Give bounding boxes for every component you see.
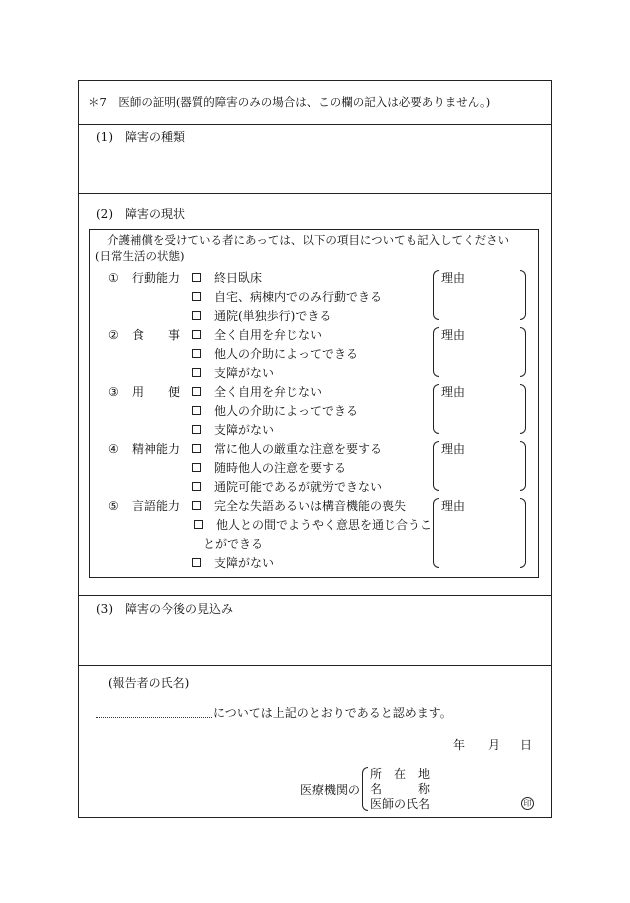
cat2-reason-input[interactable]	[441, 344, 516, 374]
cat2-opt2-label: 他人の介助によってできる	[214, 347, 359, 361]
cat2-reason-label: 理由	[441, 328, 466, 342]
cat3-name: 用 便	[132, 385, 181, 399]
certify-text: については上記のとおりであると認めます。	[213, 706, 452, 720]
cat4-opt1-label: 常に他人の厳重な注意を要する	[214, 442, 383, 456]
cat1-name: 行動能力	[132, 271, 181, 285]
cat4-reason-input[interactable]	[441, 458, 516, 488]
cat3-reason-label: 理由	[441, 385, 466, 399]
institution-prefix: 医療機関の	[300, 783, 361, 797]
cat5-opt2-checkbox[interactable]	[194, 520, 203, 529]
divider-after-s2	[78, 595, 552, 596]
s3-label: (3) 障害の今後の見込み	[96, 602, 233, 616]
cat4-reason-bracket-right	[520, 441, 526, 491]
cat2-opt1-checkbox[interactable]	[192, 330, 201, 339]
cat2-reason-bracket-left	[433, 327, 439, 377]
cat1-reason-label: 理由	[441, 271, 466, 285]
date-month: 月	[488, 738, 501, 752]
s2-label: (2) 障害の現状	[96, 207, 185, 221]
s2-instruction-sub: (日常生活の状態)	[95, 249, 185, 263]
cat5-opt3-checkbox[interactable]	[192, 558, 201, 567]
cat1-reason-bracket-left	[433, 270, 439, 320]
s3-answer-area[interactable]	[96, 620, 536, 660]
cat4-number: ④	[108, 442, 119, 456]
cat3-opt2-checkbox[interactable]	[192, 406, 201, 415]
divider-after-s1	[78, 193, 552, 194]
cat5-reason-label: 理由	[441, 499, 466, 513]
doctor-label: 医師の氏名	[370, 797, 431, 811]
cat5-opt2-label: 他人との間でようやく意思を通じ合うこ	[216, 518, 433, 532]
cat5-reason-bracket-right	[520, 498, 526, 568]
cat4-opt3-label: 通院可能であるが就労できない	[214, 480, 383, 494]
cat4-opt3-checkbox[interactable]	[192, 482, 201, 491]
cat3-opt3-checkbox[interactable]	[192, 425, 201, 434]
cat2-reason-bracket-right	[520, 327, 526, 377]
cat2-number: ②	[108, 328, 119, 342]
cat5-opt2-label-cont: とができる	[203, 537, 264, 551]
reporter-label: (報告者の氏名)	[108, 676, 190, 690]
cat3-opt1-checkbox[interactable]	[192, 387, 201, 396]
s1-answer-area[interactable]	[96, 148, 536, 188]
cat1-opt1-label: 終日臥床	[214, 271, 263, 285]
cat1-opt2-checkbox[interactable]	[192, 292, 201, 301]
cat1-opt1-checkbox[interactable]	[192, 273, 201, 282]
cat3-reason-bracket-left	[433, 384, 439, 434]
address-label: 所 在 地	[370, 767, 431, 781]
cat5-name: 言語能力	[132, 499, 181, 513]
section7-title: ＊7 医師の証明(器質的障害のみの場合は、この欄の記入は必要ありません。)	[88, 95, 491, 109]
s1-label: (1) 障害の種類	[96, 130, 185, 144]
cat2-opt3-label: 支障がない	[214, 366, 275, 380]
cat3-reason-input[interactable]	[441, 401, 516, 431]
cat1-reason-input[interactable]	[441, 287, 516, 317]
cat1-opt2-label: 自宅、病棟内でのみ行動できる	[214, 290, 383, 304]
cat2-opt2-checkbox[interactable]	[192, 349, 201, 358]
cat3-reason-bracket-right	[520, 384, 526, 434]
s2-instruction: 介護補償を受けている者にあっては、以下の項目についても記入してください	[107, 233, 510, 247]
cat2-opt3-checkbox[interactable]	[192, 368, 201, 377]
cat3-opt2-label: 他人の介助によってできる	[214, 404, 359, 418]
cat1-reason-bracket-right	[520, 270, 526, 320]
cat2-name: 食 事	[132, 328, 181, 342]
cat5-opt1-checkbox[interactable]	[192, 501, 201, 510]
name-label: 名 称	[370, 782, 431, 796]
cat1-number: ①	[108, 271, 119, 285]
date-year: 年	[453, 738, 466, 752]
seal-mark: 印	[521, 797, 534, 810]
cat4-opt1-checkbox[interactable]	[192, 444, 201, 453]
divider-after-s3	[78, 665, 552, 666]
cat5-number: ⑤	[108, 499, 119, 513]
cat2-opt1-label: 全く自用を弁じない	[214, 328, 323, 342]
cat3-opt1-label: 全く自用を弁じない	[214, 385, 323, 399]
cat4-opt2-label: 随時他人の注意を要する	[214, 461, 347, 475]
institution-brace	[362, 767, 368, 811]
date-day: 日	[520, 738, 533, 752]
cat4-reason-bracket-left	[433, 441, 439, 491]
reporter-name-line[interactable]	[96, 717, 212, 718]
cat5-opt1-label: 完全な失語あるいは構音機能の喪失	[214, 499, 407, 513]
divider-after-title	[78, 124, 552, 125]
cat5-opt3-label: 支障がない	[214, 556, 275, 570]
cat4-opt2-checkbox[interactable]	[192, 463, 201, 472]
cat1-opt3-checkbox[interactable]	[192, 311, 201, 320]
cat4-name: 精神能力	[132, 442, 181, 456]
cat4-reason-label: 理由	[441, 442, 466, 456]
cat5-reason-input[interactable]	[441, 515, 516, 565]
cat3-opt3-label: 支障がない	[214, 423, 275, 437]
cat5-reason-bracket-left	[433, 498, 439, 568]
cat3-number: ③	[108, 385, 119, 399]
cat1-opt3-label: 通院(単独歩行)できる	[214, 309, 332, 323]
